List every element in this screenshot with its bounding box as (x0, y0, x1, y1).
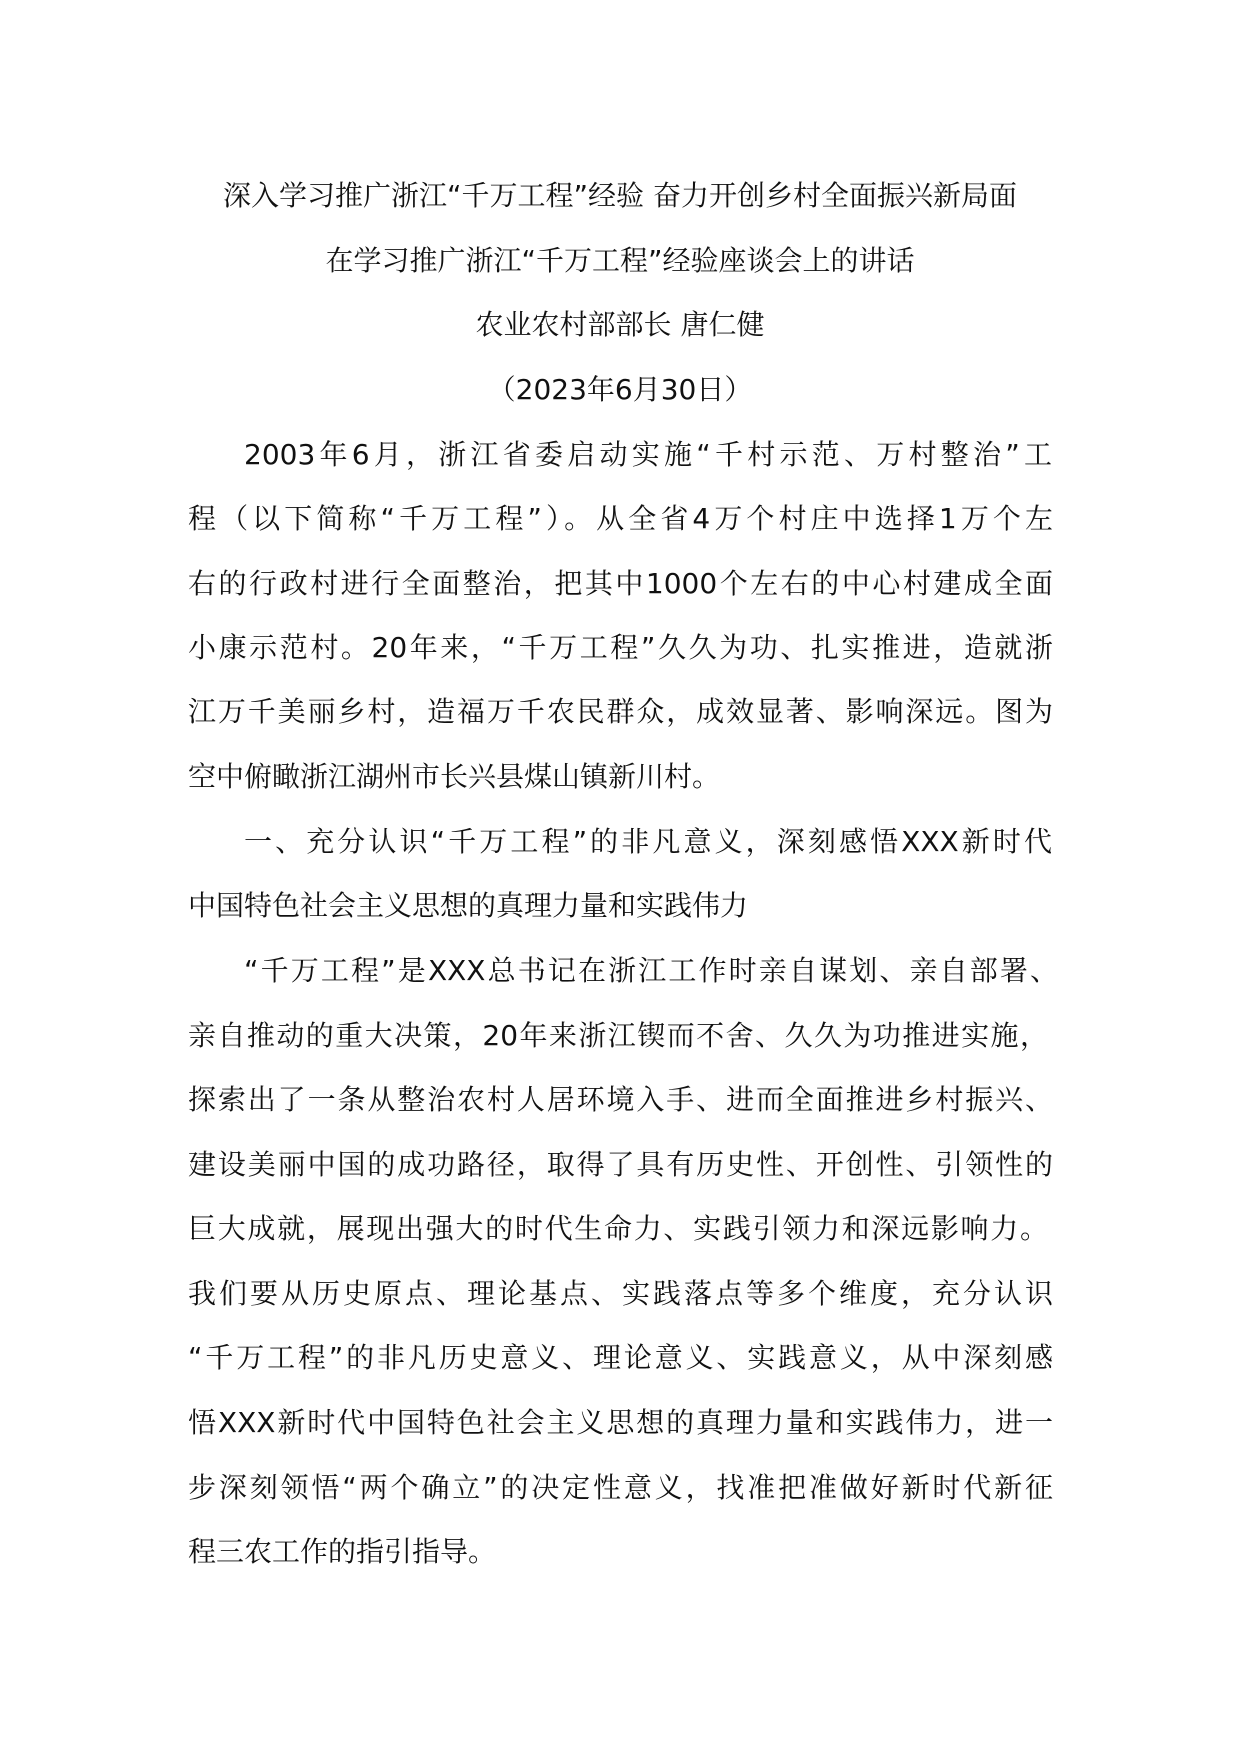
paragraph-line: 程三农工作的指引指导。 (188, 1535, 497, 1568)
paragraph-line: 探索出了一条从整治农村人居环境入手、进而全面推进乡村振兴、 (188, 1083, 1053, 1116)
paragraph-line: 2003年6月，浙江省委启动实施“千村示范、万村整治”工 (244, 438, 1052, 471)
paragraph-line: 巨大成就，展现出强大的时代生命力、实践引领力和深远影响力。 (188, 1212, 1048, 1245)
paragraph-line: 程（以下简称“千万工程”）。从全省4万个村庄中选择1万个左 (188, 502, 1053, 535)
document-title: 深入学习推广浙江“千万工程”经验 奋力开创乡村全面振兴新局面 (223, 179, 1017, 212)
paragraph-line: “千万工程”是XXX总书记在浙江工作时亲自谋划、亲自部署、 (244, 954, 1058, 987)
document-author: 农业农村部部长 唐仁健 (475, 308, 765, 341)
paragraph-line: 小康示范村。20年来，“千万工程”久久为功、扎实推进，造就浙 (188, 631, 1053, 664)
paragraph-line: 亲自推动的重大决策，20年来浙江锲而不舍、久久为功推进实施， (188, 1019, 1048, 1052)
paragraph-line: 右的行政村进行全面整治，把其中1000个左右的中心村建成全面 (188, 567, 1053, 600)
paragraph-line: 我们要从历史原点、理论基点、实践落点等多个维度，充分认识 (188, 1277, 1053, 1310)
section-heading-line: 一、充分认识“千万工程”的非凡意义，深刻感悟XXX新时代 (244, 825, 1052, 858)
document-subtitle: 在学习推广浙江“千万工程”经验座谈会上的讲话 (325, 244, 915, 277)
paragraph-line: 悟XXX新时代中国特色社会主义思想的真理力量和实践伟力，进一 (188, 1406, 1053, 1439)
paragraph-line: 空中俯瞰浙江湖州市长兴县煤山镇新川村。 (188, 760, 721, 793)
document-date: （2023年6月30日） (487, 373, 753, 406)
paragraph-line: “千万工程”的非凡历史意义、理论意义、实践意义，从中深刻感 (188, 1341, 1053, 1374)
paragraph-line: 建设美丽中国的成功路径，取得了具有历史性、开创性、引领性的 (188, 1148, 1053, 1181)
paragraph-line: 江万千美丽乡村，造福万千农民群众，成效显著、影响深远。图为 (188, 695, 1053, 728)
section-heading-line: 中国特色社会主义思想的真理力量和实践伟力 (188, 889, 749, 922)
paragraph-line: 步深刻领悟“两个确立”的决定性意义，找准把准做好新时代新征 (188, 1471, 1053, 1504)
